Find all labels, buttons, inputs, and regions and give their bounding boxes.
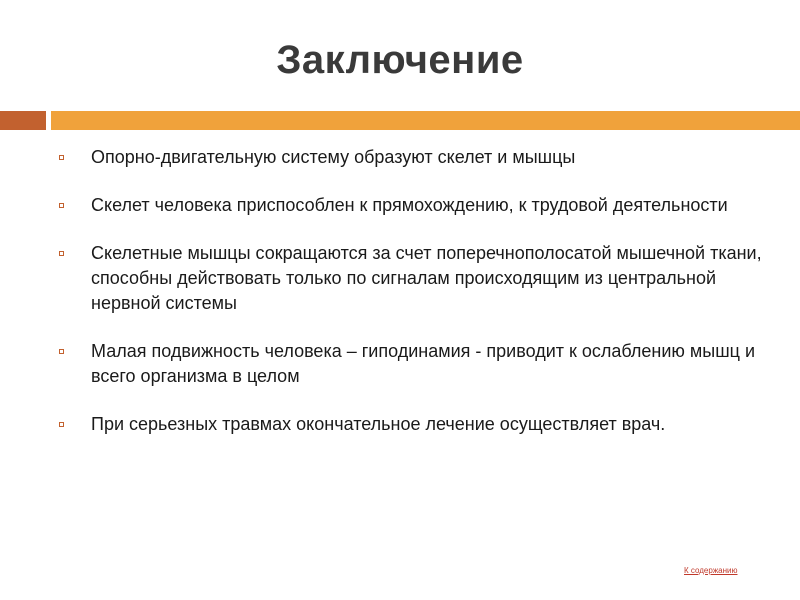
bullet-text: Скелетные мышцы сокращаются за счет поперечнополосатой мышечной ткани, способны действовать только по сигналам происходящим из центральной нервной системы [91, 243, 762, 313]
square-bullet-icon [59, 251, 64, 256]
bullet-item [0, 241, 800, 316]
bullet-text: Опорно-двигательную систему образуют скелет и мышцы [91, 147, 576, 167]
bullet-item [0, 412, 800, 437]
table-of-contents-link[interactable]: К содержанию [684, 566, 738, 575]
bullet-text: Малая подвижность человека – гиподинамия - приводит к ослаблению мышц и всего организма в целом [91, 341, 756, 386]
square-bullet-icon [59, 422, 64, 427]
bullet-item [0, 339, 800, 389]
bullet-list [0, 145, 800, 460]
square-bullet-icon [59, 155, 64, 160]
slide-title: Заключение [276, 38, 524, 82]
bullet-item [0, 193, 800, 218]
square-bullet-icon [59, 349, 64, 354]
bullet-text: Скелет человека приспособлен к прямохождению, к трудовой деятельности [91, 195, 728, 215]
square-bullet-icon [59, 203, 64, 208]
bullet-text: При серьезных травмах окончательное лечение осуществляет врач. [91, 414, 666, 434]
accent-bar-right [51, 111, 800, 130]
bullet-item [0, 145, 800, 170]
accent-bar-left [0, 111, 46, 130]
